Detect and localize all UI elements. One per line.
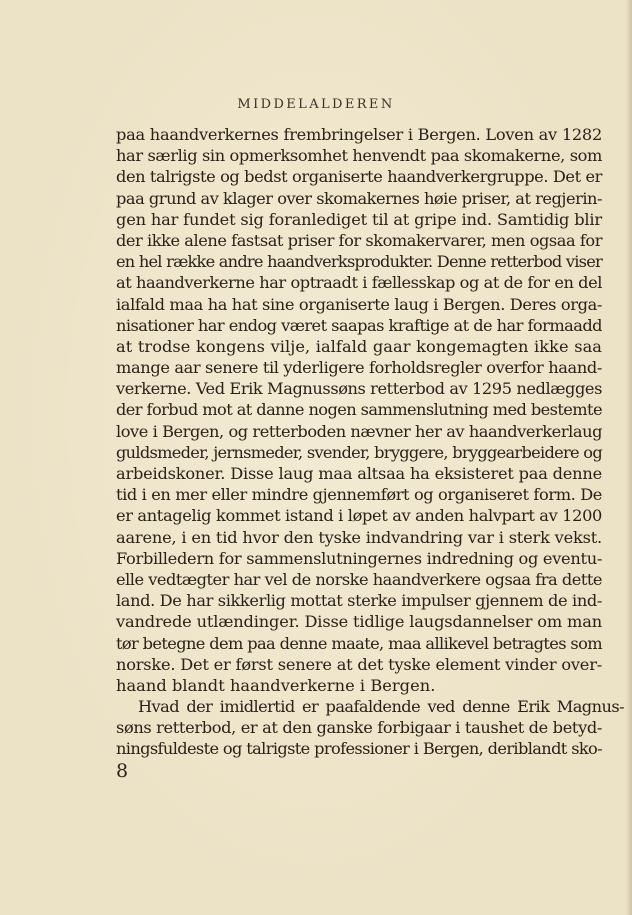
- text-line: love i Bergen, og retterboden nævner her av haandverkerlaug: [116, 421, 602, 441]
- text-line: norske. Det er først senere at det tyske element vinder over-: [116, 654, 602, 674]
- text-line: søns retterbod, er at den ganske forbigaar i taushet de betyd-: [116, 718, 602, 738]
- text-line: verkerne. Ved Erik Magnussøns retterbod av 1295 nedlægges: [116, 379, 602, 399]
- text-line: land. De har sikkerlig mottat sterke impulser gjennem de ind-: [116, 591, 602, 611]
- text-line: at trodse kongens vilje, ialfald gaar kongemagten ikke saa: [116, 336, 602, 356]
- text-line: haand blandt haandverkerne i Bergen.: [116, 675, 436, 695]
- page-edge-shadow: [626, 0, 632, 915]
- paragraph-1: [116, 124, 602, 696]
- text-line: en hel række andre haandverksprodukter. Denne retterbod viser: [116, 252, 602, 272]
- text-line: paa haandverkernes frembringelser i Bergen. Loven av 1282: [116, 125, 602, 144]
- text-line: nisationer har endog været saapas kraftige at de har formaadd: [116, 315, 602, 335]
- text-line: mange aar senere til yderligere forholdsregler overfor haand-: [116, 358, 602, 378]
- text-line: vandrede utlændinger. Disse tidlige laugsdannelser om man: [116, 612, 602, 632]
- text-line: der forbud mot at danne nogen sammenslutning med bestemte: [116, 400, 602, 420]
- text-line: paa grund av klager over skomakernes høie priser, at regjerin-: [116, 188, 602, 208]
- text-line: er antagelig kommet istand i løpet av anden halvpart av 1200: [116, 506, 602, 526]
- text-line: guldsmeder, jernsmeder, svender, bryggere, bryggearbeidere og: [116, 442, 602, 462]
- body-text: [116, 124, 624, 760]
- text-line: tid i en mer eller mindre gjennemført og organiseret form. De: [116, 485, 602, 505]
- text-line: Hvad der imidlertid er paafaldende ved denne Erik Magnus-: [138, 697, 624, 717]
- text-line: der ikke alene fastsat priser for skomakervarer, men ogsaa for: [116, 230, 602, 250]
- text-line: ningsfuldeste og talrigste professioner i Bergen, deriblandt sko-: [116, 739, 602, 759]
- text-line: at haandverkerne har optraadt i fællesskap og at de for en del: [116, 273, 602, 293]
- text-line: tør betegne dem paa denne maate, maa allikevel betragtes som: [116, 633, 602, 653]
- text-line: gen har fundet sig foranlediget til at gripe ind. Samtidig blir: [116, 209, 602, 229]
- page-number: 8: [116, 760, 129, 782]
- text-line: den talrigste og bedst organiserte haandverkergruppe. Det er: [116, 167, 602, 187]
- running-head: MIDDELALDEREN: [237, 97, 395, 112]
- text-line: ialfald maa ha hat sine organiserte laug i Bergen. Deres orga-: [116, 294, 602, 314]
- text-line: Forbilledern for sammenslutningernes indredning og eventu-: [116, 548, 602, 568]
- text-line: aarene, i en tid hvor den tyske indvandring var i sterk vekst.: [116, 527, 602, 547]
- text-line: arbeidskoner. Disse laug maa altsaa ha eksisteret paa denne: [116, 464, 602, 483]
- text-line: har særlig sin opmerksomhet henvendt paa skomakerne, som: [116, 146, 602, 166]
- paragraph-2: [116, 696, 624, 760]
- text-line: elle vedtægter har vel de norske haandverkere ogsaa fra dette: [116, 569, 602, 589]
